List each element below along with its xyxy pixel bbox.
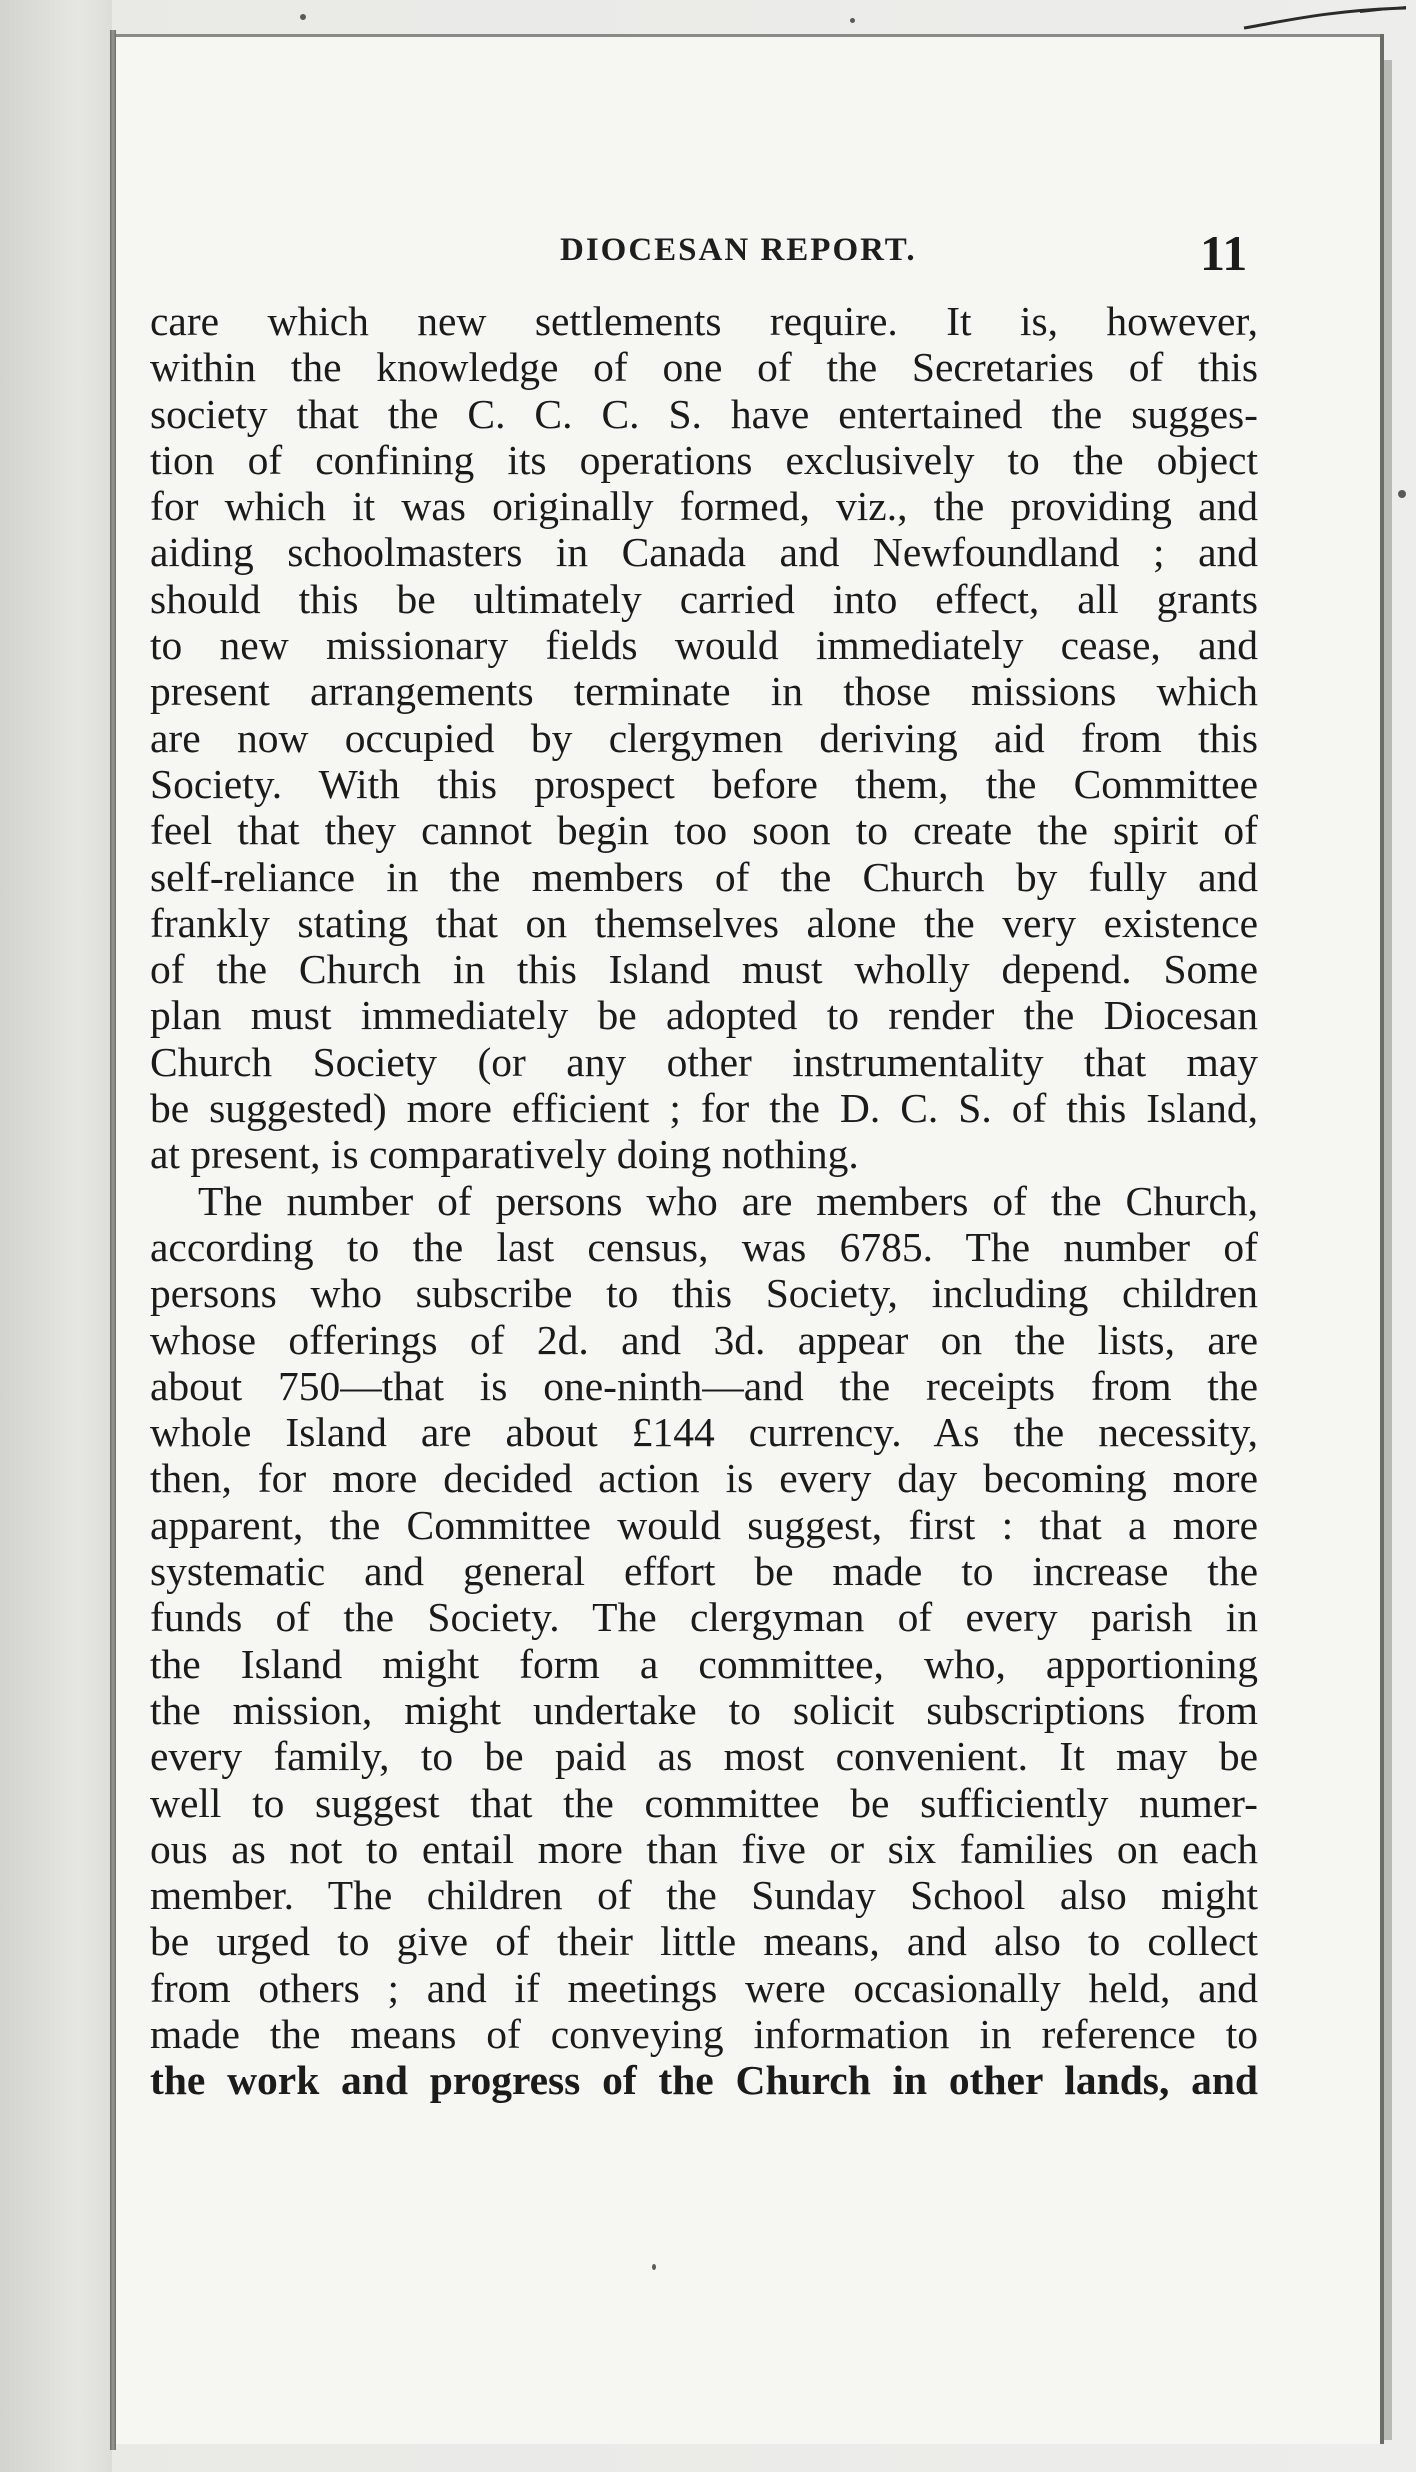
text-line: self-reliance in the members of the Church by fully and	[150, 853, 1258, 900]
dust-speck	[300, 14, 306, 20]
text-line: be urged to give of their little means, and also to collect	[150, 1918, 1258, 1965]
text-line: care which new settlements require. It is, however,	[150, 298, 1258, 344]
text-line: within the knowledge of one of the Secretaries of this	[150, 344, 1258, 391]
text-line: to new missionary fields would immediately cease, and	[150, 622, 1258, 669]
text-line: the Island might form a committee, who, apportioning	[150, 1640, 1258, 1687]
text-line: present arrangements terminate in those missions which	[150, 668, 1258, 715]
running-head: DIOCESAN REPORT.	[560, 232, 917, 268]
text-line: Society. With this prospect before them, the Committee	[150, 760, 1258, 807]
text-line: the work and progress of the Church in other lands, and	[150, 2057, 1258, 2104]
text-line: whole Island are about £144 currency. As the necessity,	[150, 1409, 1258, 1456]
text-line: plan must immediately be adopted to render the Diocesan	[150, 992, 1258, 1039]
text-line: feel that they cannot begin too soon to create the spirit of	[150, 807, 1258, 854]
text-line: according to the last census, was 6785. The number of	[150, 1223, 1258, 1270]
dust-speck	[652, 2264, 656, 2270]
text-line: about 750—that is one-ninth—and the receipts from the	[150, 1362, 1258, 1409]
text-line: apparent, the Committee would suggest, first : that a more	[150, 1501, 1258, 1548]
text-line: for which it was originally formed, viz., the providing and	[150, 483, 1258, 530]
text-line: made the means of conveying information in reference to	[150, 2010, 1258, 2057]
text-line: member. The children of the Sunday School also might	[150, 1872, 1258, 1919]
text-line: well to suggest that the committee be sufficiently numer-	[150, 1779, 1258, 1826]
text-line: then, for more decided action is every day becoming more	[150, 1455, 1258, 1502]
dust-speck	[1398, 490, 1406, 498]
text-line: of the Church in this Island must wholly depend. Some	[150, 946, 1258, 993]
page-header	[0, 222, 1416, 282]
page-edge-shadow	[1384, 60, 1392, 2440]
text-line: whose offerings of 2d. and 3d. appear on the lists, are	[150, 1316, 1258, 1363]
text-line: the mission, might undertake to solicit subscriptions from	[150, 1686, 1258, 1733]
text-line: society that the C. C. C. S. have entertained the sugges-	[150, 390, 1258, 437]
facing-page-edge	[0, 0, 112, 2472]
text-line: aiding schoolmasters in Canada and Newfoundland ; and	[150, 529, 1258, 576]
text-line: are now occupied by clergymen deriving aid from this	[150, 714, 1258, 761]
text-line: Church Society (or any other instrumentality that may	[150, 1038, 1258, 1085]
page-number: 11	[1200, 225, 1248, 281]
text-line: funds of the Society. The clergyman of every parish in	[150, 1594, 1258, 1641]
text-line: at present, is comparatively doing nothing.	[150, 1131, 859, 1178]
paragraph-start-line: The number of persons who are members of the Church,	[198, 1177, 1258, 1224]
text-line: should this be ultimately carried into effect, all grants	[150, 575, 1258, 622]
text-line: from others ; and if meetings were occasionally held, and	[150, 1964, 1258, 2011]
dust-speck	[850, 18, 855, 23]
text-line: systematic and general effort be made to increase the	[150, 1548, 1258, 1595]
text-line: frankly stating that on themselves alone the very existence	[150, 899, 1258, 946]
text-line: every family, to be paid as most convenient. It may be	[150, 1733, 1258, 1780]
body-text	[150, 298, 1258, 2104]
corner-scratch-mark	[1240, 4, 1410, 34]
text-line: be suggested) more efficient ; for the D. C. S. of this Island,	[150, 1085, 1258, 1132]
text-line: persons who subscribe to this Society, including children	[150, 1270, 1258, 1317]
text-line: ous as not to entail more than five or six families on each	[150, 1825, 1258, 1872]
text-line: tion of confining its operations exclusively to the object	[150, 436, 1258, 483]
